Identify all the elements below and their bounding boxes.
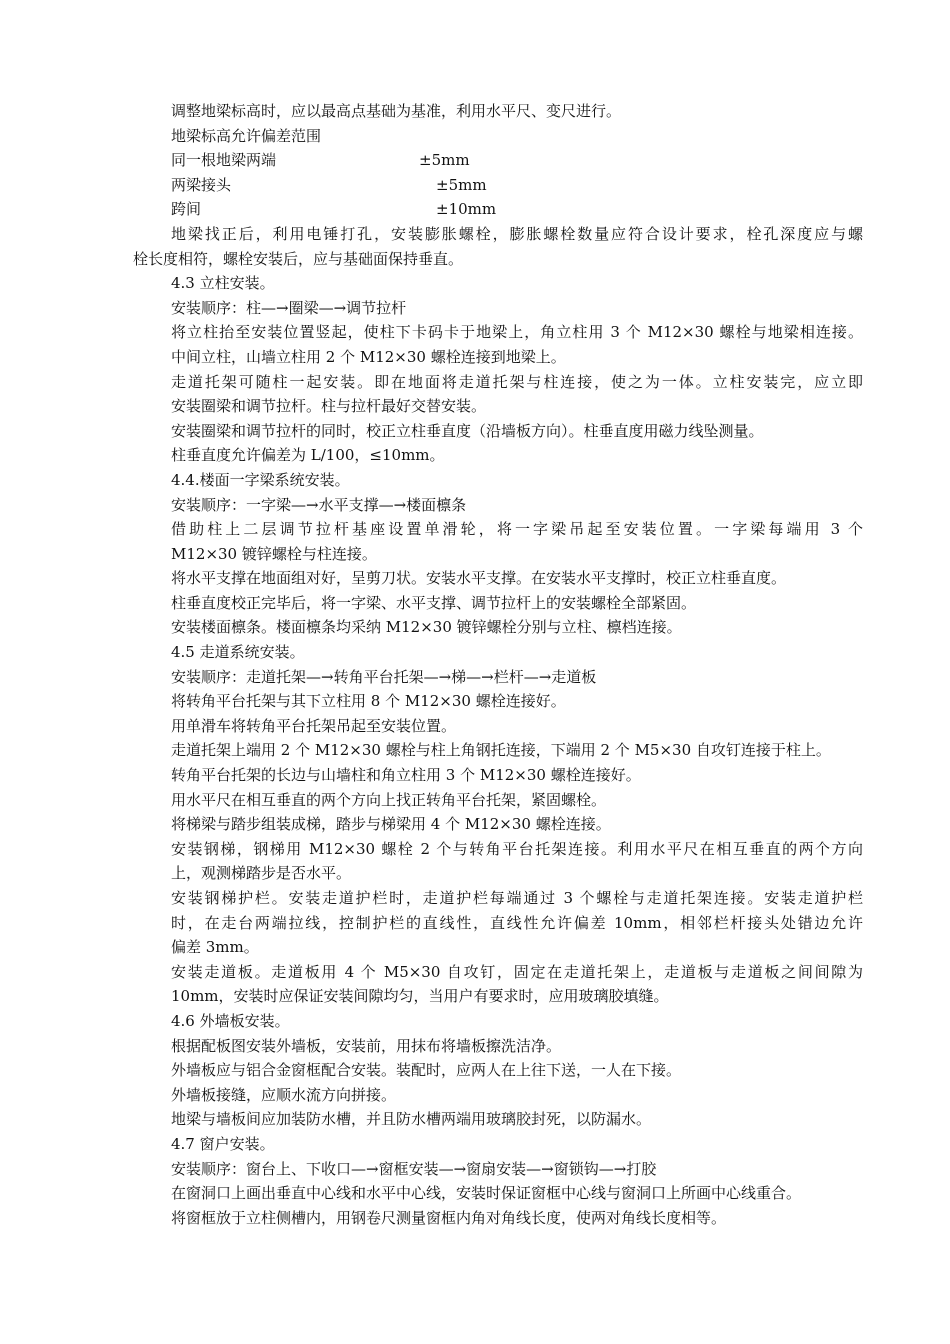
paragraph-line: 安装圈梁和调节拉杆的同时，校正立柱垂直度（沿墙板方向）。柱垂直度用磁力线坠测量。 (171, 421, 764, 440)
tolerance-value: ±5mm (436, 175, 487, 194)
paragraph-line: M12×30 镀锌螺栓与柱连接。 (171, 544, 377, 563)
paragraph-line: 借助柱上二层调节拉杆基座设置单滑轮，将一字梁吊起至安装位置。一字梁每端用 3 个 (171, 520, 863, 539)
paragraph-line: 在窗洞口上画出垂直中心线和水平中心线，安装时保证窗框中心线与窗洞口上所画中心线重合。 (171, 1184, 802, 1203)
paragraph-line: 安装圈梁和调节拉杆。柱与拉杆最好交替安装。 (171, 397, 487, 416)
paragraph-line: 地梁与墙板间应加装防水槽，并且防水槽两端用玻璃胶封死，以防漏水。 (171, 1110, 652, 1129)
tolerance-value: ±5mm (419, 151, 470, 170)
paragraph-line: 中间立柱，山墙立柱用 2 个 M12×30 螺栓连接到地梁上。 (171, 347, 566, 366)
tolerance-value: ±10mm (436, 200, 497, 219)
paragraph-line: 将立柱抬至安装位置竖起，使柱下卡码卡于地梁上，角立柱用 3 个 M12×30 螺栓与地梁相连接。 (171, 323, 863, 342)
section-heading: 4.3 立柱安装。 (171, 274, 275, 293)
paragraph-line: 安装钢梯护栏。安装走道护栏时，走道护栏每端通过 3 个螺栓与走道托架连接。安装走道护栏 (171, 889, 863, 907)
paragraph-line: 用单滑车将转角平台托架吊起至安装位置。 (171, 716, 457, 735)
install-sequence: 安装顺序：走道托架—→转角平台托架—→梯—→栏杆—→走道板 (171, 667, 597, 686)
paragraph-line: 偏差 3mm。 (171, 938, 259, 957)
paragraph-line: 走道托架上端用 2 个 M12×30 螺栓与柱上角钢托连接，下端用 2 个 M5×30 自攻钉连接于柱上。 (171, 741, 831, 760)
paragraph-line: 栓长度相符，螺栓安装后，应与基础面保持垂直。 (133, 249, 464, 268)
paragraph-line: 10mm，安装时应保证安装间隙均匀，当用户有要求时，应用玻璃胶填缝。 (171, 987, 669, 1006)
paragraph-line: 将梯梁与踏步组装成梯，踏步与梯梁用 4 个 M12×30 螺栓连接。 (171, 815, 611, 834)
paragraph-line: 时，在走台两端拉线，控制护栏的直线性，直线性允许偏差 10mm，相邻栏杆接头处错边允许 (171, 913, 863, 932)
paragraph: 调整地梁标高时，应以最高点基础为基准，利用水平尺、变尺进行。 (171, 102, 622, 120)
tolerance-label: 跨间 (171, 200, 202, 219)
paragraph-line: 将水平支撑在地面组对好，呈剪刀状。安装水平支撑。在安装水平支撑时，校正立柱垂直度。 (171, 569, 787, 588)
paragraph-line: 柱垂直度允许偏差为 L/100，≤10mm。 (171, 446, 445, 465)
install-sequence: 安装顺序：柱—→圈梁—→调节拉杆 (171, 298, 407, 317)
paragraph-line: 转角平台托架的长边与山墙柱和角立柱用 3 个 M12×30 螺栓连接好。 (171, 766, 641, 785)
paragraph-line: 走道托架可随柱一起安装。即在地面将走道托架与柱连接，使之为一体。立柱安装完，应立即 (171, 372, 863, 391)
tolerance-row (133, 148, 863, 173)
document-body (133, 99, 863, 1230)
paragraph-line: 地梁找正后，利用电锤打孔，安装膨胀螺栓，膨胀螺栓数量应符合设计要求，栓孔深度应与螺 (171, 224, 863, 243)
tolerance-label: 同一根地梁两端 (171, 151, 277, 170)
tolerance-label: 两梁接头 (171, 175, 232, 194)
section-heading: 4.4.楼面一字梁系统安装。 (171, 470, 350, 489)
paragraph-line: 用水平尺在相互垂直的两个方向上找正转角平台托架，紧固螺栓。 (171, 790, 607, 809)
tolerance-row (133, 173, 863, 198)
paragraph-line: 上，观测梯踏步是否水平。 (171, 864, 352, 883)
tolerance-row (133, 197, 863, 222)
install-sequence: 安装顺序：一字梁—→水平支撑—→楼面檩条 (171, 495, 467, 514)
paragraph: 地梁标高允许偏差范围 (171, 126, 322, 145)
paragraph-line: 安装楼面檩条。楼面檩条均采纳 M12×30 镀锌螺栓分别与立柱、檩档连接。 (171, 618, 682, 637)
paragraph-line: 根据配板图安装外墙板，安装前，用抹布将墙板擦洗洁净。 (171, 1036, 562, 1055)
section-heading: 4.5 走道系统安装。 (171, 643, 305, 662)
install-sequence: 安装顺序：窗台上、下收口—→窗框安装—→窗扇安装—→窗锁钩—→打胶 (171, 1159, 657, 1178)
section-heading: 4.6 外墙板安装。 (171, 1011, 290, 1030)
paragraph-line: 外墙板应与铝合金窗框配合安装。装配时，应两人在上往下送，一人在下接。 (171, 1061, 682, 1080)
paragraph-line: 外墙板接缝，应顺水流方向拼接。 (171, 1085, 397, 1104)
paragraph-line: 将窗框放于立柱侧槽内，用钢卷尺测量窗框内角对角线长度，使两对角线长度相等。 (171, 1208, 727, 1227)
paragraph-line: 将转角平台托架与其下立柱用 8 个 M12×30 螺栓连接好。 (171, 692, 566, 711)
paragraph-line: 安装钢梯，钢梯用 M12×30 螺栓 2 个与转角平台托架连接。利用水平尺在相互垂直的两个方向 (171, 839, 863, 858)
paragraph-line: 柱垂直度校正完毕后，将一字梁、水平支撑、调节拉杆上的安装螺栓全部紧固。 (171, 593, 697, 612)
paragraph-line: 安装走道板。走道板用 4 个 M5×30 自攻钉，固定在走道托架上，走道板与走道板之间间隙为 (171, 962, 863, 981)
section-heading: 4.7 窗户安装。 (171, 1134, 275, 1153)
